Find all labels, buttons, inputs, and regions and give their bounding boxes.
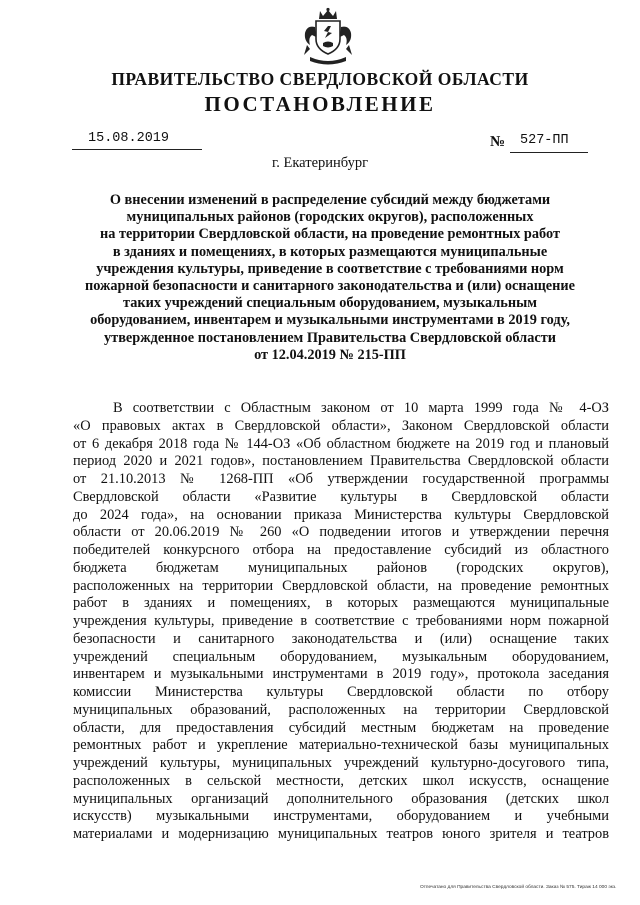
body-line: безопасности и санитарного законодательства и (или) оснащение таких (73, 630, 609, 647)
heading-line: утвержденное постановлением Правительства Свердловской области (104, 329, 556, 346)
body-line: от 21.10.2013 № 1268-ПП «Об утверждении государственной программы (73, 471, 609, 487)
body-line: работ в зданиях и помещениях, в которых размещаются муниципальные (73, 595, 609, 612)
body-line: победителей конкурсного отбора на предоставление субсидий из областного (73, 542, 609, 558)
body-line: бюджета бюджетам муниципальных районов (городских округов), (73, 559, 609, 576)
body-line: учреждений культуры, муниципальных учреждений культурно-досугового типа, (73, 755, 609, 771)
body-line: области, для предоставления субсидий местным бюджетам на проведение (73, 719, 609, 736)
body-line: период 2020 и 2021 годов», постановлением Правительства Свердловской области (73, 453, 609, 470)
heading-line: муниципальных районов (городских округов), расположенных (126, 209, 534, 226)
body-line: муниципальных организаций дополнительного образования (детских школ (73, 790, 609, 807)
body-line: Свердловской области «Развитие культуры в Свердловской области (73, 488, 609, 505)
number-sign: № (490, 134, 506, 150)
body-line: муниципальных образований, расположенных на территории Свердловской (73, 701, 609, 718)
document-number: 527-ПП (520, 133, 569, 148)
number-underline (510, 152, 588, 153)
heading-line: таких учреждений специальным оборудованием, музыкальным (123, 295, 537, 312)
body-line: В соответствии с Областным законом от 10 марта 1999 года № 4-ОЗ (113, 400, 609, 416)
heading-line: О внесении изменений в распределение субсидий между бюджетами (109, 192, 551, 208)
sverdlovsk-coat-of-arms-icon (301, 7, 355, 67)
body-line: учреждений специальным оборудованием, музыкальным оборудованием, (73, 648, 609, 665)
body-line: комиссии Министерства культуры Свердловской области по отбору (73, 684, 609, 700)
government-name: ПРАВИТЕЛЬСТВО СВЕРДЛОВСКОЙ ОБЛАСТИ (111, 69, 529, 89)
print-note: Отпечатано для Правительства Свердловской области. Заказ № 575. Тираж 14 000 экз. (420, 885, 617, 890)
body-line: «О правовых актах в Свердловской области», Законом Свердловской области (73, 417, 609, 434)
body-line: инвентарем и музыкальными инструментами в 2019 году», протокола заседания (73, 666, 609, 683)
heading-line: на территории Свердловской области, на проведение ремонтных работ (100, 226, 560, 243)
body-line: искусств) музыкальными инструментами, оборудованием и учебными (73, 808, 609, 825)
body-line: учреждения культуры, приведение в соответствие с требованиями норм пожарной (73, 613, 609, 629)
body-line: расположенных на территории Свердловской области, на проведение ремонтных (73, 577, 609, 594)
body-line: от 6 декабря 2018 года № 144-ОЗ «Об областном бюджете на 2019 год и плановый (73, 435, 609, 452)
body-line: ремонтных работ и укрепление материально-технической базы муниципальных (73, 737, 609, 754)
issue-city: г. Екатеринбург (271, 155, 369, 171)
heading-line: от 12.04.2019 № 215-ПП (254, 346, 406, 363)
body-line: материалами и модернизацию муниципальных театров юного зрителя и театров (73, 826, 609, 842)
body-line: расположенных в сельской местности, детских школ искусств, оснащение (73, 772, 609, 789)
body-line: до 2024 года», на основании приказа Министерства культуры Свердловской (73, 506, 609, 523)
heading-line: учреждения культуры, приведение в соответствие с требованиями норм (96, 260, 564, 277)
document-date: 15.08.2019 (88, 131, 170, 146)
heading-line: пожарной безопасности и санитарного законодательства и (или) оснащение (85, 278, 575, 295)
document-heading (70, 192, 590, 364)
document-type: ПОСТАНОВЛЕНИЕ (204, 92, 436, 116)
date-underline (72, 149, 202, 150)
heading-line: в зданиях и помещениях, в которых размещаются муниципальные (112, 243, 548, 260)
document-body (73, 400, 609, 844)
body-line: области от 20.06.2019 № 260 «О подведении итогов и утверждении перечня (73, 524, 609, 541)
heading-line: оборудованием, инвентарем и музыкальными инструментами в 2019 году, (90, 312, 570, 329)
